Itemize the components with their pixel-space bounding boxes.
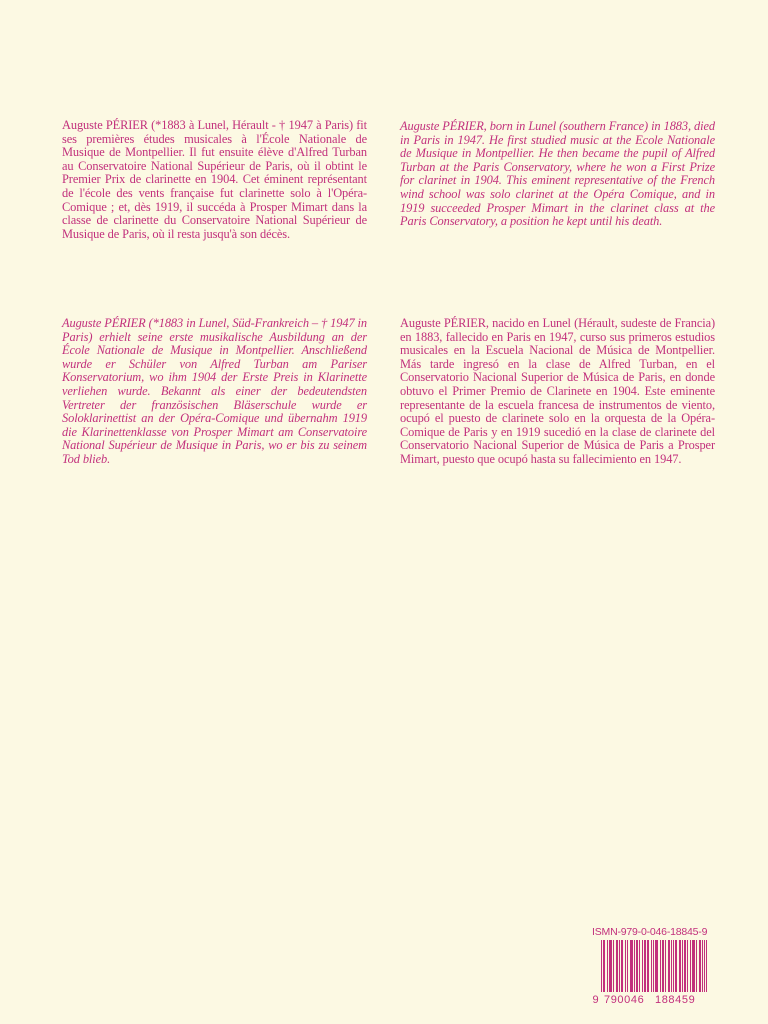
barcode-bar: [616, 940, 617, 992]
barcode-bar: [693, 940, 694, 992]
barcode-bar: [687, 940, 688, 992]
barcode-bar: [699, 940, 700, 992]
barcode-bar: [668, 940, 669, 992]
barcode-bar: [651, 940, 652, 992]
barcode-bar: [648, 940, 649, 992]
biography-english: Auguste PÉRIER, born in Lunel (southern France) in 1883, died in Paris in 1947. He first studied music at the Ecole Nationale de Musique in Montpellier. He then became the pupil of Alfred Turban at the Paris Conservatory, where he won a First Prize for clarinet in 1904. This eminent representative of the French wind school was solo clarinet at the Opéra Comique, and in 1919 succeeded Prosper Mimart in the clarinet class at the Paris Conservatory, a position he kept until his death.: [400, 119, 715, 229]
barcode-bar: [627, 940, 628, 992]
barcode-bar: [684, 940, 685, 992]
barcode-bar: [604, 940, 605, 992]
biography-french: Auguste PÉRIER (*1883 à Lunel, Hérault - † 1947 à Paris) fit ses premières études musicales à l'École Nationale de Musique de Montpellier. Il fut ensuite élève d'Alfred Turban au Conservatoire National Supérieur de Paris, où il obtint le Premier Prix de clarinette en 1904. Cet éminent représentant de l'école des vents française fut clarinette solo à l'Opéra-Comique ; et, dès 1919, il succéda à Prosper Mimart dans la classe de clarinette du Conservatoire National Supérieur de Musique de Paris, où il resta jusqu'à son décès.: [62, 118, 367, 241]
barcode-bar: [607, 940, 608, 992]
barcode-bar: [622, 940, 623, 992]
barcode-bar: [642, 940, 643, 992]
barcode-bar: [632, 940, 633, 992]
barcode-bar: [679, 940, 680, 992]
barcode-bar: [675, 940, 676, 992]
biography-spanish: Auguste PÉRIER, nacido en Lunel (Hérault, sudeste de Francia) en 1883, fallecido en Paris en 1947, curso sus primeros estudios musicales en la Escuela Nacional de Música de Montpellier. Más tarde ingresó en la clase de Alfred Turban, en el Conservatorio Nacional Superior de Música de Paris, en donde obtuvo el Primer Premio de Clarinete en 1904. Este eminente representante de la escuela francesa de instrumentos de viento, ocupó el puesto de clarinete solo en la orquesta de la Opéra-Comique de Paris y en 1919 sucedió en la clase de clarinete del Conservatorio Nacional Superior de Música de Paris a Prosper Mimart, puesto que ocupó hasta su fallecimiento en 1947.: [400, 316, 715, 466]
barcode-bar: [631, 940, 632, 992]
barcode-bar: [660, 940, 661, 992]
barcode-bar: [625, 940, 626, 992]
barcode-bar: [613, 940, 614, 992]
barcode-bar: [634, 940, 635, 992]
barcode-bar: [663, 940, 664, 992]
barcode-bar: [692, 940, 693, 992]
barcode-bar: [621, 940, 622, 992]
barcode-bar: [673, 940, 674, 992]
barcode-bar: [630, 940, 631, 992]
barcode-bar: [700, 940, 701, 992]
barcode-bar: [639, 940, 640, 992]
barcode-digit-lead: 9: [592, 994, 599, 1004]
barcode-bar: [647, 940, 648, 992]
barcode-bar: [671, 940, 672, 992]
barcode-bar: [669, 940, 670, 992]
biography-german: Auguste PÉRIER (*1883 in Lunel, Süd-Frankreich – † 1947 in Paris) erhielt seine erste musikalische Ausbildung an der École Nationale de Musique in Montpellier. Anschließend wurde er Schüler von Alfred Turban am Pariser Konservatorium, wo ihm 1904 der Erste Preis in Klarinette verliehen wurde. Bekannt als einer der bedeutendsten Vertreter der französischen Bläserschule wurde er Soloklarinettist an der Opéra-Comique und übernahm 1919 die Klarinettenklasse von Prosper Mimart am Conservatoire National Supérieur de Musique in Paris, wo er bis zu seinem Tod blieb.: [62, 316, 367, 466]
barcode-bar: [694, 940, 695, 992]
barcode-digit-group-right: 188459: [655, 994, 696, 1004]
barcode-bar: [636, 940, 637, 992]
barcode-bar: [665, 940, 666, 992]
barcode-bar: [676, 940, 677, 992]
barcode-bar: [696, 940, 697, 992]
barcode-bar: [690, 940, 691, 992]
barcode-bar: [685, 940, 686, 992]
barcode-bar: [657, 940, 658, 992]
barcode: [592, 940, 712, 1004]
barcode-bar: [645, 940, 646, 992]
barcode-bar: [637, 940, 638, 992]
barcode-bar: [644, 940, 645, 992]
barcode-bar: [656, 940, 657, 992]
ismn-number: ISMN-979-0-046-18845-9: [592, 926, 708, 938]
barcode-bar: [609, 940, 610, 992]
barcode-bar: [680, 940, 681, 992]
barcode-bar: [682, 940, 683, 992]
barcode-bar: [611, 940, 612, 992]
barcode-bar: [610, 940, 611, 992]
barcode-bar: [662, 940, 663, 992]
barcode-bar: [702, 940, 703, 992]
barcode-bar: [617, 940, 618, 992]
barcode-bar: [619, 940, 620, 992]
barcode-digit-group-left: 790046: [604, 994, 645, 1004]
